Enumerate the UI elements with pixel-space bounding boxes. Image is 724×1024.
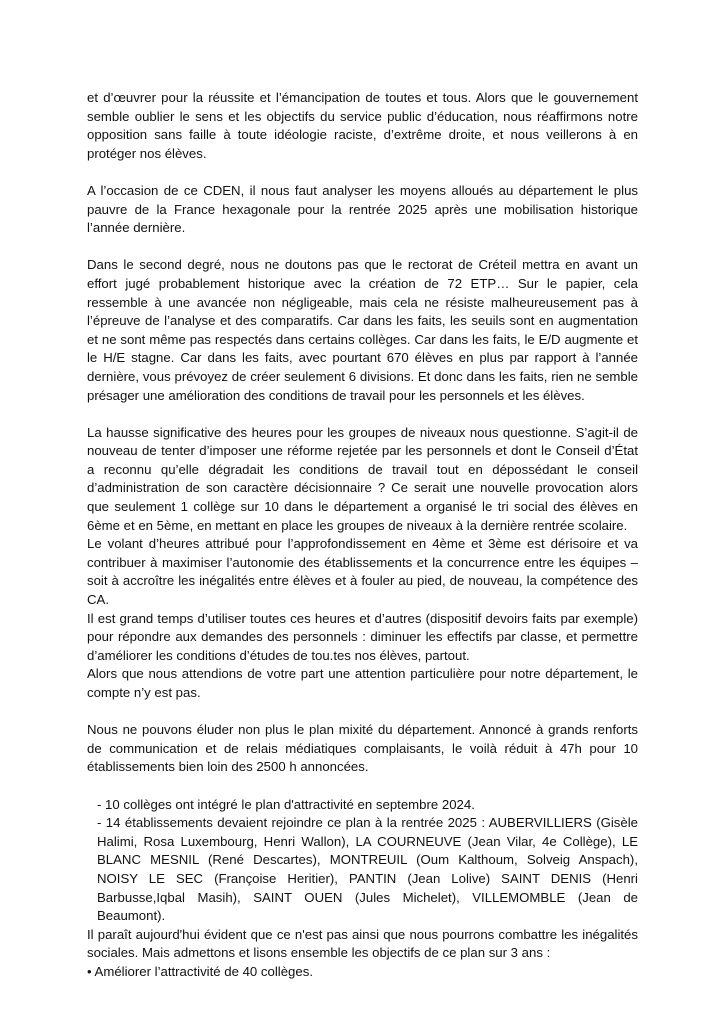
- paragraph-conclusion: Il paraît aujourd'hui évident que ce n'est pas ainsi que nous pourrons combattre les inégalités sociales. Mais admettons et lisons ensemble les objectifs de ce plan sur 3 ans :: [87, 926, 638, 961]
- text-line: Alors que nous attendions de votre part une attention particulière pour notre département, le compte n’y est pas.: [87, 666, 638, 700]
- text-line: La hausse significative des heures pour les groupes de niveaux nous questionne. S’agit-il de nouveau de tenter d’imposer une réforme rejetée par les personnels et dont le Conseil d’État a reconnu qu’elle dégradait les conditions de travail tout en dépossédant le conseil d’administration de son caractère décisionnaire ? Ce serait une nouvelle provocation alors que seulement 1 collège sur 10 dans le département a organisé le tri social des élèves en 6ème et en 5ème, en mettant en place les groupes de niveaux à la dernière rentrée scolaire.: [87, 424, 638, 533]
- document-body: [87, 89, 638, 982]
- text-line: Le volant d’heures attribué pour l’approfondissement en 4ème et 3ème est dérisoire et va contribuer à maximiser l’autonomie des établissements et la concurrence entre les équipes – soit à accroître les inégalités entre élèves et à fouler au pied, de nouveau, la compétence des CA.: [87, 536, 638, 608]
- paragraph-plan-mixite: Nous ne pouvons éluder non plus le plan mixité du département. Annoncé à grands renforts de communication et de relais médiatiques complaisants, le voilà réduit à 47h pour 10 établissements bien loin des 2500 h annoncées.: [87, 722, 638, 775]
- list-item: - 10 collèges ont intégré le plan d'attractivité en septembre 2024.: [97, 796, 475, 812]
- paragraph-groupes-niveaux: [87, 424, 638, 703]
- list-item: - 14 établissements devaient rejoindre ce plan à la rentrée 2025 : AUBERVILLIERS (Gisèle Halimi, Rosa Luxembourg, Henri Wallon), LA COURNEUVE (Jean Vilar, 4e Collège), LE BLANC MESNIL (René Descartes), MONTREUIL (Oum Kalthoum, Solveig Anspach), NOISY LE SEC (Françoise Heritier), PANTIN (Jean Lolive) SAINT DENIS (Henri Barbusse,Iqbal Masih), SAINT OUEN (Jules Michelet), VILLEMOMBLE (Jean de Beaumont).: [97, 815, 638, 924]
- paragraph-cden: A l’occasion de ce CDEN, il nous faut analyser les moyens alloués au département le plus pauvre de la France hexagonale pour la rentrée 2025 après une mobilisation historique l’année dernière.: [87, 182, 638, 236]
- bullet-item: • Améliorer l’attractivité de 40 collèges.: [87, 963, 313, 979]
- paragraph-second-degre: Dans le second degré, nous ne doutons pas que le rectorat de Créteil mettra en avant un effort jugé probablement historique avec la création de 72 ETP… Sur le papier, cela ressemble à une avancée non négligeable, mais cela ne résiste malheureusement pas à l’épreuve de l’analyse et des comparatifs. Car dans les faits, les seuils sont en augmentation et ne sont même pas respectés dans certains collèges. Car dans les faits, le E/D augmente et le H/E stagne. Car dans les faits, avec pourtant 670 élèves en plus par rapport à l’année dernière, vous prévoyez de créer seulement 6 divisions. Et donc dans les faits, rien ne semble présager une amélioration des conditions de travail pour les personnels et les élèves.: [87, 257, 638, 403]
- paragraph-mission: et d’œuvrer pour la réussite et l’émancipation de toutes et tous. Alors que le gouvernement semble oublier le sens et les objectifs du service public d’éducation, nous réaffirmons notre opposition sans faille à toute idéologie raciste, d’extrême droite, et nous veillerons à en protéger nos élèves.: [87, 90, 638, 161]
- text-line: Il est grand temps d’utiliser toutes ces heures et d’autres (dispositif devoirs faits par exemple) pour répondre aux demandes des personnels : diminuer les effectifs par classe, et permettre d’améliorer les conditions d’études de tou.tes nos élèves, partout.: [87, 610, 638, 663]
- college-list: [87, 796, 638, 926]
